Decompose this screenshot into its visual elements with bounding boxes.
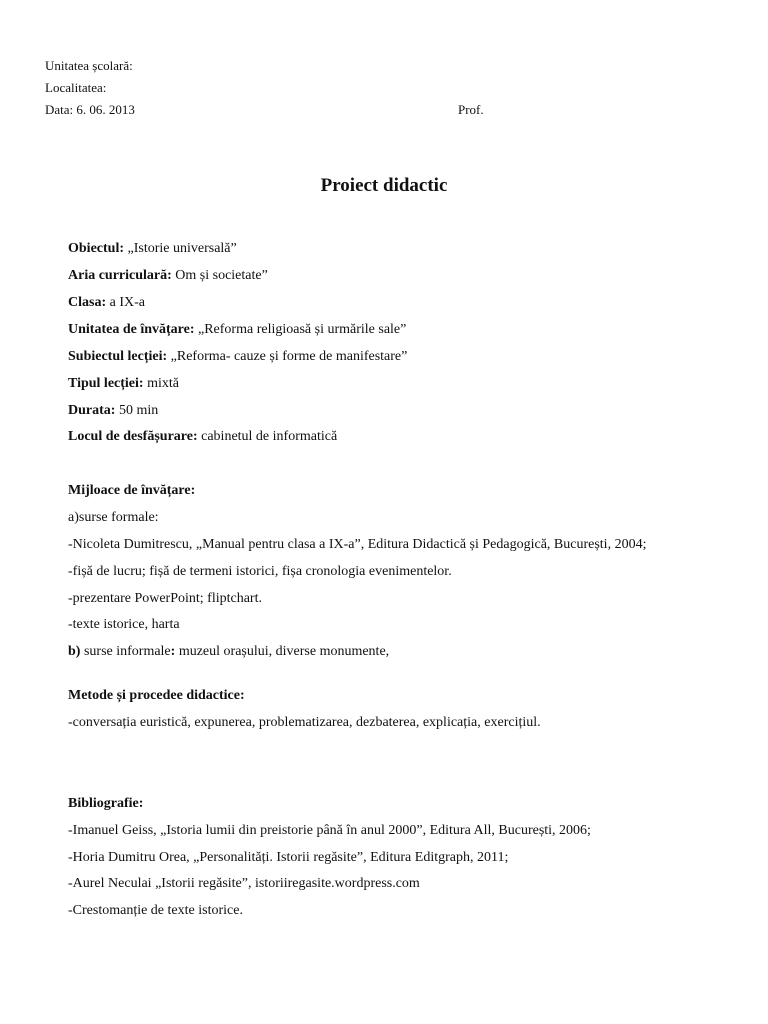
resources-title: Mijloace de învățare:	[68, 483, 196, 498]
resources-item: -Nicoleta Dumitrescu, „Manual pentru clasa a IX-a”, Editura Didactică și Pedagogică, București, 2004;	[68, 537, 647, 552]
bibliography-item: -Aurel Neculai „Istorii regăsite”, istoriiregasite.wordpress.com	[68, 876, 420, 891]
detail-line-lesson-subject	[68, 348, 407, 366]
detail-value: „Istorie universală”	[124, 241, 237, 256]
detail-line-subject	[68, 240, 237, 258]
detail-line-location	[68, 428, 337, 446]
resources-informal-line	[68, 643, 389, 661]
detail-label: Clasa:	[68, 295, 107, 310]
detail-label: Tipul lecției:	[68, 376, 144, 391]
detail-value: cabinetul de informatică	[197, 429, 338, 444]
detail-value: „Reforma religioasă și urmările sale”	[194, 322, 407, 337]
detail-label: Obiectul:	[68, 241, 124, 256]
detail-value: „Reforma- cauze și forme de manifestare”	[167, 349, 408, 364]
locality-line: Localitatea:	[45, 80, 107, 95]
detail-value: Om și societate”	[171, 268, 268, 283]
resources-item: a)surse formale:	[68, 510, 159, 525]
detail-label: Durata:	[68, 403, 116, 418]
informal-label: b)	[68, 644, 81, 659]
detail-line-class	[68, 294, 145, 312]
detail-value: mixtă	[143, 376, 179, 391]
school-unit-line: Unitatea școlară:	[45, 58, 133, 73]
informal-text: surse informale	[80, 644, 171, 659]
detail-line-curricular-area	[68, 267, 268, 285]
bibliography-item: -Imanuel Geiss, „Istoria lumii din preistorie până în anul 2000”, Editura All, București, 2006;	[68, 823, 591, 838]
detail-value: 50 min	[115, 403, 159, 418]
resources-item: -prezentare PowerPoint; fliptchart.	[68, 591, 262, 606]
informal-colon: :	[170, 644, 176, 659]
methods-title: Metode și procedee didactice:	[68, 688, 245, 703]
bibliography-item: -Horia Dumitru Orea, „Personalități. Istorii regăsite”, Editura Editgraph, 2011;	[68, 850, 509, 865]
resources-item: -texte istorice, harta	[68, 617, 180, 632]
detail-line-learning-unit	[68, 321, 406, 339]
methods-text: -conversația euristică, expunerea, problematizarea, dezbaterea, explicația, exercițiul.	[68, 715, 541, 730]
detail-label: Subiectul lecției:	[68, 349, 168, 364]
bibliography-item: -Crestomanție de texte istorice.	[68, 903, 243, 918]
page-title: Proiect didactic	[320, 175, 448, 196]
detail-value: a IX-a	[106, 295, 145, 310]
detail-label: Locul de desfășurare:	[68, 429, 198, 444]
resources-item: -fișă de lucru; fișă de termeni istorici, fișa cronologia evenimentelor.	[68, 564, 452, 579]
bibliography-title: Bibliografie:	[68, 796, 144, 811]
detail-label: Aria curriculară:	[68, 268, 172, 283]
detail-line-lesson-type	[68, 375, 179, 393]
informal-value: muzeul orașului, diverse monumente,	[175, 644, 390, 659]
detail-label: Unitatea de învățare:	[68, 322, 195, 337]
date-line: Data: 6. 06. 2013	[45, 102, 135, 117]
prof-line: Prof.	[458, 102, 484, 117]
detail-line-duration	[68, 402, 158, 420]
